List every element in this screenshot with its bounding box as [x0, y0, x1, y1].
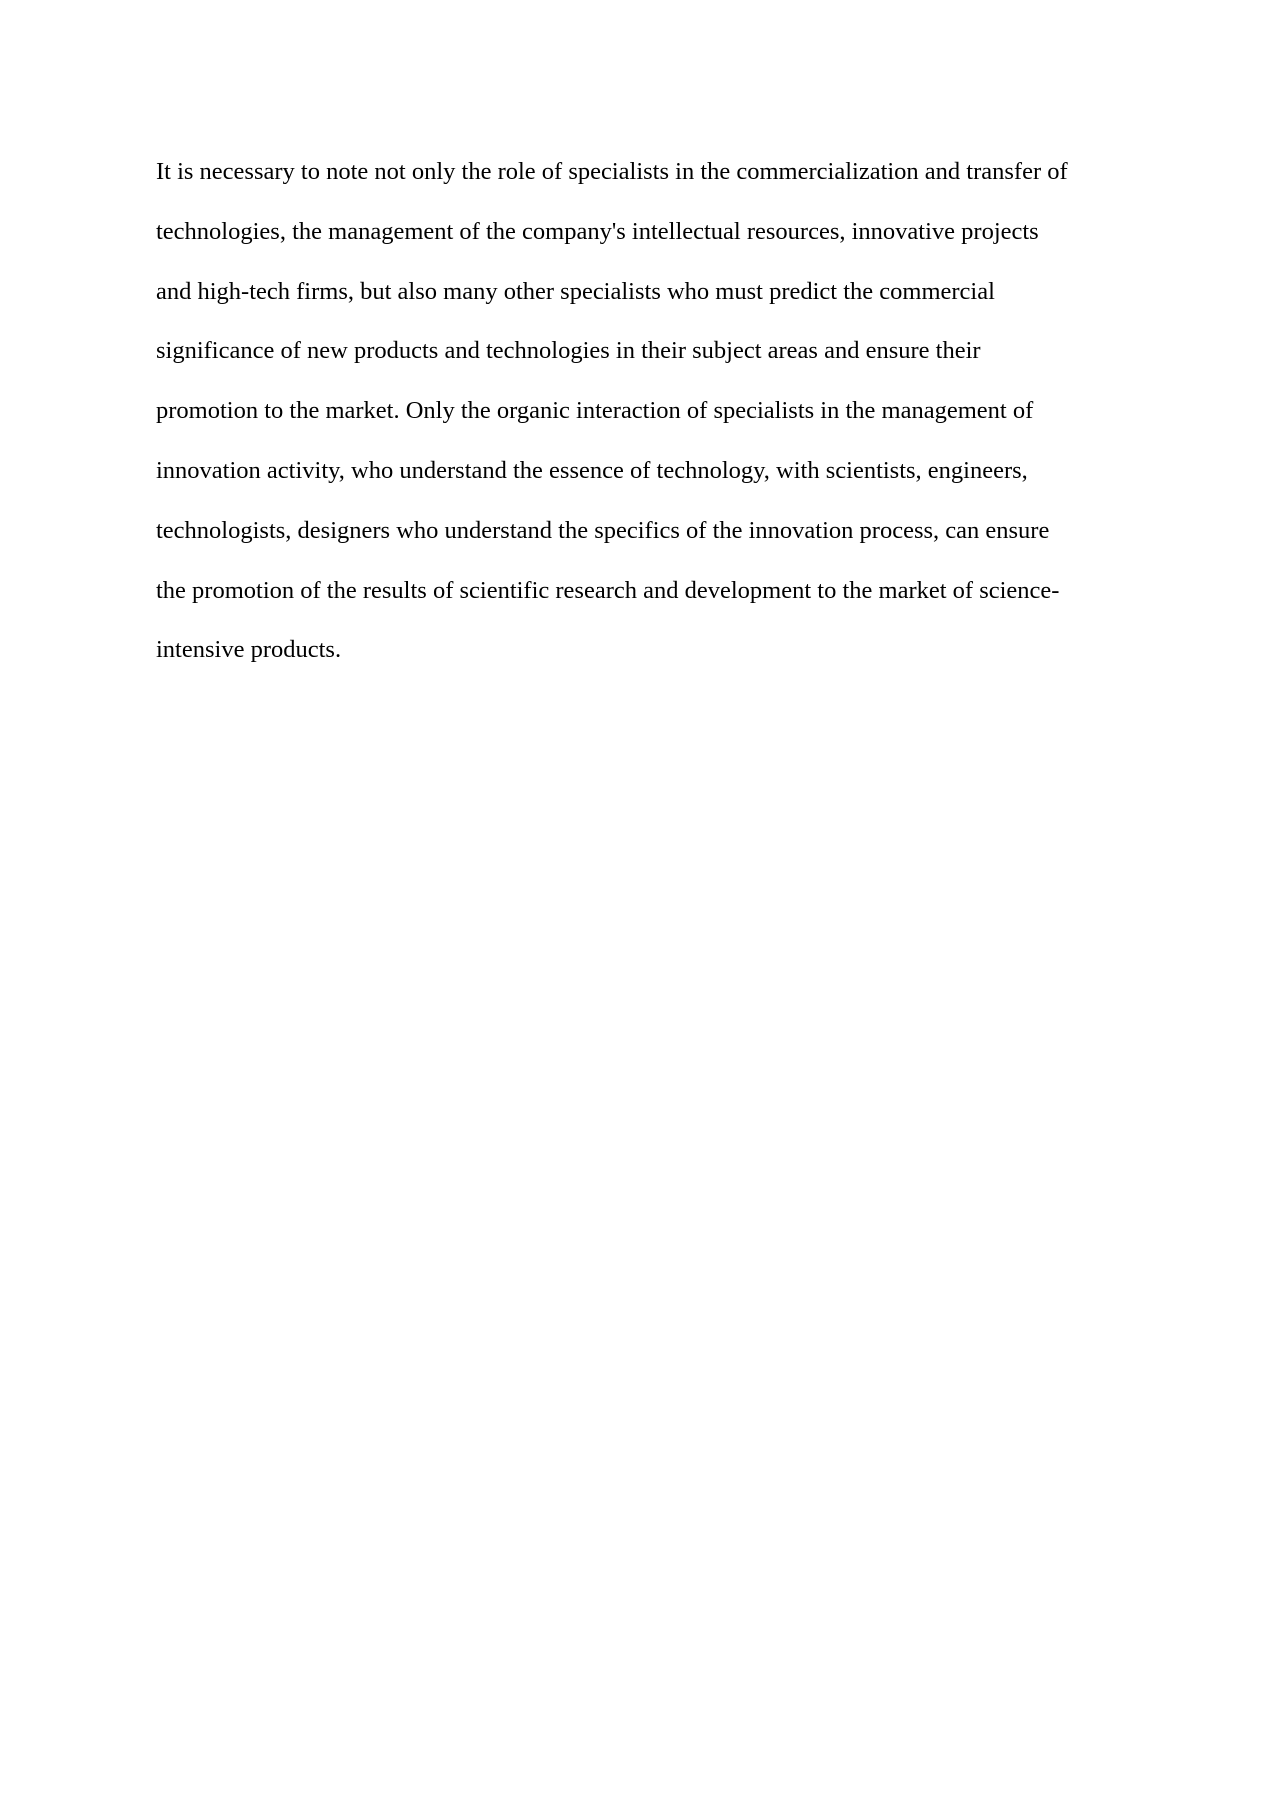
- paragraph-line-2: technologies, the management of the company's intellectual resources, innovative projects: [156, 217, 1039, 245]
- paragraph-line-8: the promotion of the results of scientific research and development to the market of science-: [156, 576, 1060, 604]
- paragraph-line-4: significance of new products and technologies in their subject areas and ensure their: [156, 337, 981, 365]
- paragraph-line-1: It is necessary to note not only the role of specialists in the commercialization and transfer of: [156, 158, 1068, 185]
- body-paragraph: [156, 142, 1166, 680]
- paragraph-line-3: and high-tech firms, but also many other specialists who must predict the commercial: [156, 277, 995, 305]
- paragraph-line-9: intensive products.: [156, 636, 342, 664]
- paragraph-line-6: innovation activity, who understand the essence of technology, with scientists, engineers,: [156, 456, 1028, 484]
- paragraph-line-7: technologists, designers who understand the specifics of the innovation process, can ensure: [156, 516, 1050, 544]
- paragraph-line-5: promotion to the market. Only the organic interaction of specialists in the management of: [156, 397, 1034, 425]
